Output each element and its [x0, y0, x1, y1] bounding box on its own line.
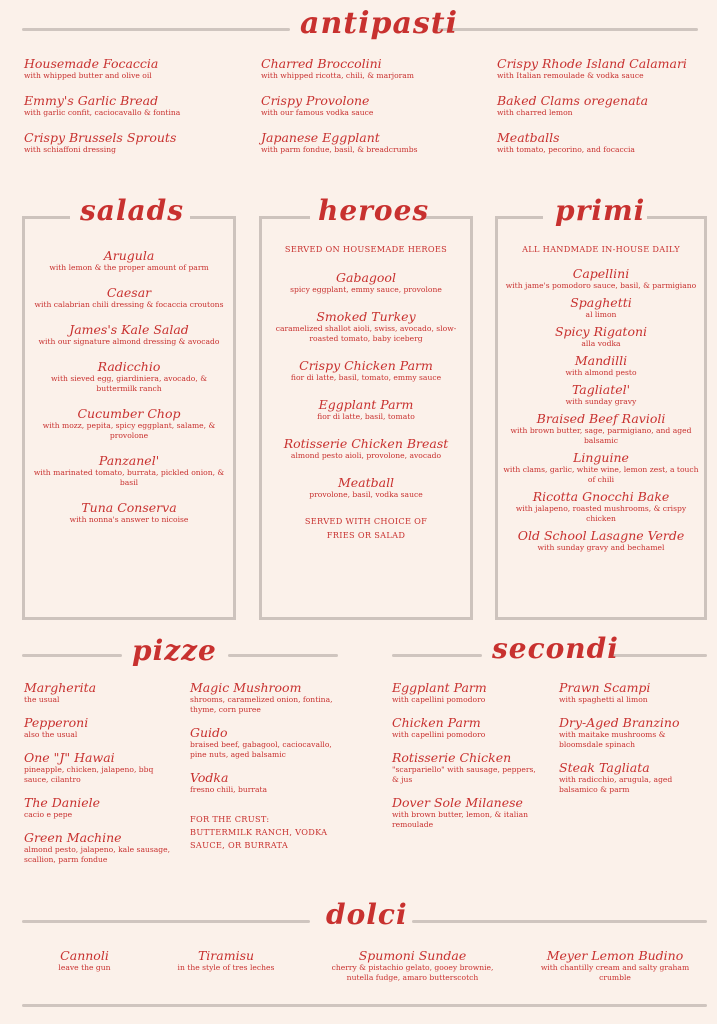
list-item: Caesar with calabrian chili dressing & focaccia croutons [34, 285, 224, 309]
list-item: Radicchio with sieved egg, giardiniera, avocado, & buttermilk ranch [51, 359, 207, 393]
list-item: Eggplant Parm with capellini pomodoro [392, 680, 487, 704]
list-item: Arugula with lemon & the proper amount of parm [49, 248, 209, 272]
list-item: Rotisserie Chicken Breast almond pesto aioli, provolone, avocado [283, 436, 449, 460]
list-item: Japanese Eggplant with parm fondue, basil, & breadcrumbs [261, 130, 418, 154]
secondi-col-1 [392, 680, 542, 840]
antipasti-rule-left [22, 28, 290, 31]
pizze-col-1 [24, 680, 174, 875]
primi-intro: ALL HANDMADE IN-HOUSE DAILY [522, 244, 680, 254]
pizze-col-2 [190, 680, 350, 852]
list-item: Emmy's Garlic Bread with garlic confit, caciocavallo & fontina [24, 93, 181, 117]
dolci-title: dolci [326, 898, 408, 931]
bottom-rule [22, 1004, 707, 1007]
list-item: Mandilli with almond pesto [565, 353, 637, 377]
list-item: Crispy Rhode Island Calamari with Italian remoulade & vodka sauce [497, 56, 687, 80]
list-item: Steak Tagliata with radicchio, arugula, aged balsamico & parm [559, 760, 673, 794]
list-item: One "J" Hawai pineapple, chicken, jalapeno, bbq sauce, cilantro [24, 750, 154, 784]
list-item: Panzanel' with marinated tomato, burrata, pickled onion, & basil [33, 453, 225, 487]
pizze-title: pizze [132, 634, 217, 667]
pizze-rule-right [228, 654, 338, 657]
list-item: Housemade Focaccia with whipped butter and olive oil [24, 56, 159, 80]
list-item: Tuna Conserva with nonna's answer to nicoise [69, 500, 189, 524]
primi-title: primi [555, 194, 646, 227]
list-item: The Daniele cacio e pepe [24, 795, 101, 819]
antipasti-col-3 [497, 56, 707, 167]
list-item: Baked Clams oregenata with charred lemon [497, 93, 649, 117]
list-item: Vodka fresno chili, burrata [190, 770, 268, 794]
list-item: Green Machine almond pesto, jalapeno, kale sausage, scallion, parm fondue [24, 830, 171, 864]
crust-note: FOR THE CRUST: BUTTERMILK RANCH, VODKA SAUCE, OR BURRATA [190, 814, 328, 850]
list-item: Chicken Parm with capellini pomodoro [392, 715, 486, 739]
primi-list [503, 242, 699, 557]
list-item: Pepperoni also the usual [24, 715, 89, 739]
list-item: Charred Broccolini with whipped ricotta, chili, & marjoram [261, 56, 415, 80]
list-item: Margherita the usual [24, 680, 97, 704]
list-item: Capellini with jame's pomodoro sauce, basil, & parmigiano [505, 266, 697, 290]
list-item: Meatballs with tomato, pecorino, and focaccia [497, 130, 635, 154]
list-item: Old School Lasagne Verde with sunday gravy and bechamel [517, 528, 685, 552]
list-item: Meatball provolone, basil, vodka sauce [309, 475, 423, 499]
list-item: Linguine with clams, garlic, white wine, lemon zest, a touch of chili [503, 450, 699, 484]
secondi-rule-right [612, 654, 707, 657]
secondi-title: secondi [492, 632, 619, 665]
antipasti-col-1 [24, 56, 249, 167]
secondi-col-2 [559, 680, 707, 805]
list-item: Gabagool spicy eggplant, emmy sauce, provolone [290, 270, 442, 294]
dolci-rule-right [412, 920, 707, 923]
list-item: Ricotta Gnocchi Bake with jalapeno, roasted mushrooms, & crispy chicken [515, 489, 687, 523]
salads-title: salads [80, 194, 185, 227]
pizze-rule-left [22, 654, 122, 657]
list-item: Spicy Rigatoni alla vodka [554, 324, 648, 348]
list-item: Crispy Brussels Sprouts with schiaffoni dressing [24, 130, 177, 154]
dolci-rule-left [22, 920, 310, 923]
list-item: Cucumber Chop with mozz, pepita, spicy eggplant, salame, & provolone [42, 406, 216, 440]
list-item: Tagliatel' with sunday gravy [565, 382, 637, 406]
list-item: Crispy Chicken Parm fior di latte, basil, tomato, emmy sauce [290, 358, 442, 382]
dolci-item-3: Spumoni Sundae cherry & pistachio gelato, gooey brownie, nutella fudge, amaro butterscotch [331, 948, 494, 982]
antipasti-rule-right [438, 28, 698, 31]
heroes-title: heroes [318, 194, 430, 227]
list-item: Smoked Turkey caramelized shallot aioli, swiss, avocado, slow-roasted tomato, baby iceberg [275, 309, 457, 343]
list-item: Rotisserie Chicken "scarpariello" with sausage, peppers, & jus [392, 750, 536, 784]
list-item: Dry-Aged Branzino with maitake mushrooms & bloomsdale spinach [559, 715, 680, 749]
list-item: Crispy Provolone with our famous vodka sauce [261, 93, 374, 117]
list-item: Prawn Scampi with spaghetti al limon [559, 680, 651, 704]
heroes-outro: SERVED WITH CHOICE OF FRIES OR SALAD [304, 516, 428, 540]
salads-list [32, 248, 226, 537]
list-item: Guido braised beef, gabagool, caciocavallo, pine nuts, aged balsamic [190, 725, 332, 759]
heroes-intro: SERVED ON HOUSEMADE HEROES [284, 244, 448, 254]
antipasti-title: antipasti [300, 6, 459, 41]
list-item: Spaghetti al limon [570, 295, 632, 319]
dolci-item-1: Cannoli leave the gun [58, 948, 111, 972]
list-item: Braised Beef Ravioli with brown butter, sage, parmigiano, and aged balsamic [510, 411, 692, 445]
list-item: Magic Mushroom shrooms, caramelized onion, fontina, thyme, corn puree [190, 680, 333, 714]
heroes-list [269, 242, 463, 542]
dolci-item-2: Tiramisu in the style of tres leches [177, 948, 275, 972]
dolci-item-4: Meyer Lemon Budino with chantilly cream and salty graham crumble [540, 948, 690, 982]
list-item: James's Kale Salad with our signature almond dressing & avocado [38, 322, 220, 346]
antipasti-col-2 [261, 56, 486, 167]
secondi-rule-left [392, 654, 482, 657]
list-item: Eggplant Parm fior di latte, basil, tomato [317, 397, 415, 421]
list-item: Dover Sole Milanese with brown butter, lemon, & italian remoulade [392, 795, 528, 829]
